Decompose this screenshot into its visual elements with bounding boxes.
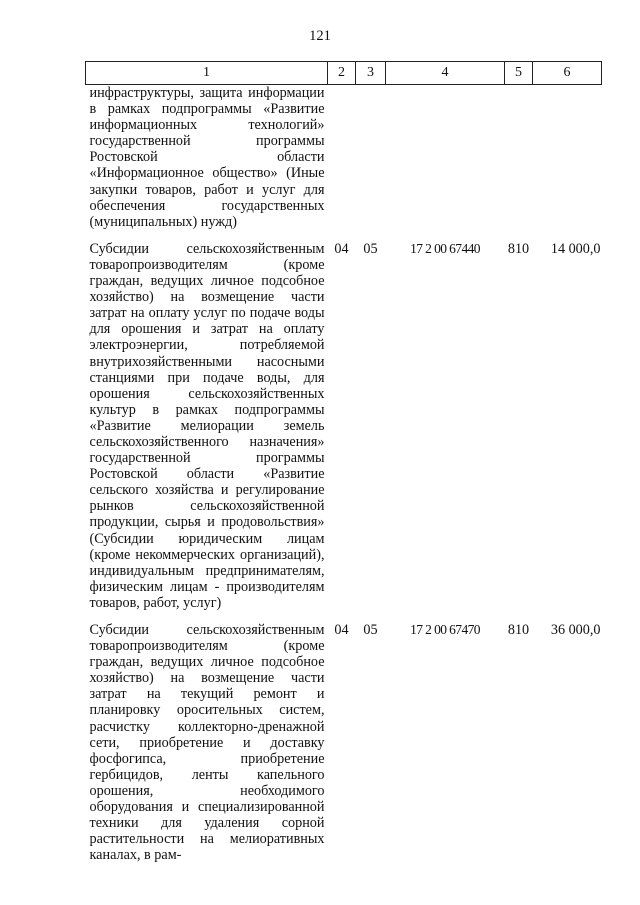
table-header — [86, 62, 602, 85]
row-target-article — [386, 85, 505, 230]
page-number: 121 — [309, 28, 331, 44]
row-description: Субсидии сельскохозяйственным товаропроизводителям (кроме граждан, ведущих личное подсобное хозяйство) на возмещение части затрат на текущий ремонт и планировку оросительных систем, расчистку коллекторно-дренажной сети, приобретение и доставку фосфогипса, приобретение гербицидов, ленты капельного орошения, необходимого оборудования и специализированной техники для удаления сорной растительности на мелиоративных каналах, в рам- — [89, 622, 325, 864]
row-section: 04 — [334, 240, 349, 257]
row-section — [328, 85, 356, 230]
row-subsection: 05 — [363, 240, 378, 257]
header-col-6: 6 — [533, 62, 602, 85]
row-spacer — [86, 230, 602, 241]
row-description: Субсидии сельскохозяйственным товаропроизводителям (кроме граждан, ведущих личное подсобное хозяйство) на возмещение части затрат на оплату услуг по подаче воды для орошения и затрат на оплату электроэнергии, потребляемой внутрихозяйственными насосными станциями при подаче воды, для орошения сельскохозяйственных культур в рамках подпрограммы «Развитие мелиорации земель сельскохозяйственного назначения» государственной программы Ростовской области «Развитие сельского хозяйства и регулирование рынков сельскохозяйственной продукции, сырья и продовольствия» (Субсидии юридическим лицам (кроме некоммерческих организаций), индивидуальным предпринимателям, физическим лицам - производителям товаров, работ, услуг) — [89, 240, 325, 611]
header-col-3: 3 — [356, 62, 386, 85]
table-row — [86, 241, 602, 611]
header-col-1: 1 — [86, 62, 328, 85]
header-col-4: 4 — [386, 62, 505, 85]
row-amount: 14 000,0 — [550, 240, 601, 257]
header-row — [86, 62, 602, 85]
row-target-article: 17 2 00 67470 — [410, 622, 480, 637]
header-col-2: 2 — [328, 62, 356, 85]
table-row — [86, 622, 602, 863]
row-expense-type: 810 — [507, 622, 530, 638]
budget-table — [85, 61, 602, 863]
table-row — [86, 85, 602, 230]
row-subsection: 05 — [363, 622, 378, 638]
header-col-5: 5 — [505, 62, 533, 85]
row-subsection — [356, 85, 386, 230]
row-amount — [533, 85, 602, 230]
row-spacer — [86, 611, 602, 622]
row-expense-type: 810 — [507, 240, 530, 257]
row-expense-type — [505, 85, 533, 230]
row-amount: 36 000,0 — [550, 622, 601, 638]
row-section: 04 — [334, 622, 349, 638]
table-body — [86, 85, 602, 864]
row-description: инфраструктуры, защита информации в рамках подпрограммы «Развитие информационных технологий» государственной программы Ростовской области «Информационное общество» (Иные закупки товаров, работ и услуг для обеспечения государственных (муниципальных) нужд) — [89, 85, 325, 230]
row-target-article: 17 2 00 67440 — [410, 240, 480, 256]
